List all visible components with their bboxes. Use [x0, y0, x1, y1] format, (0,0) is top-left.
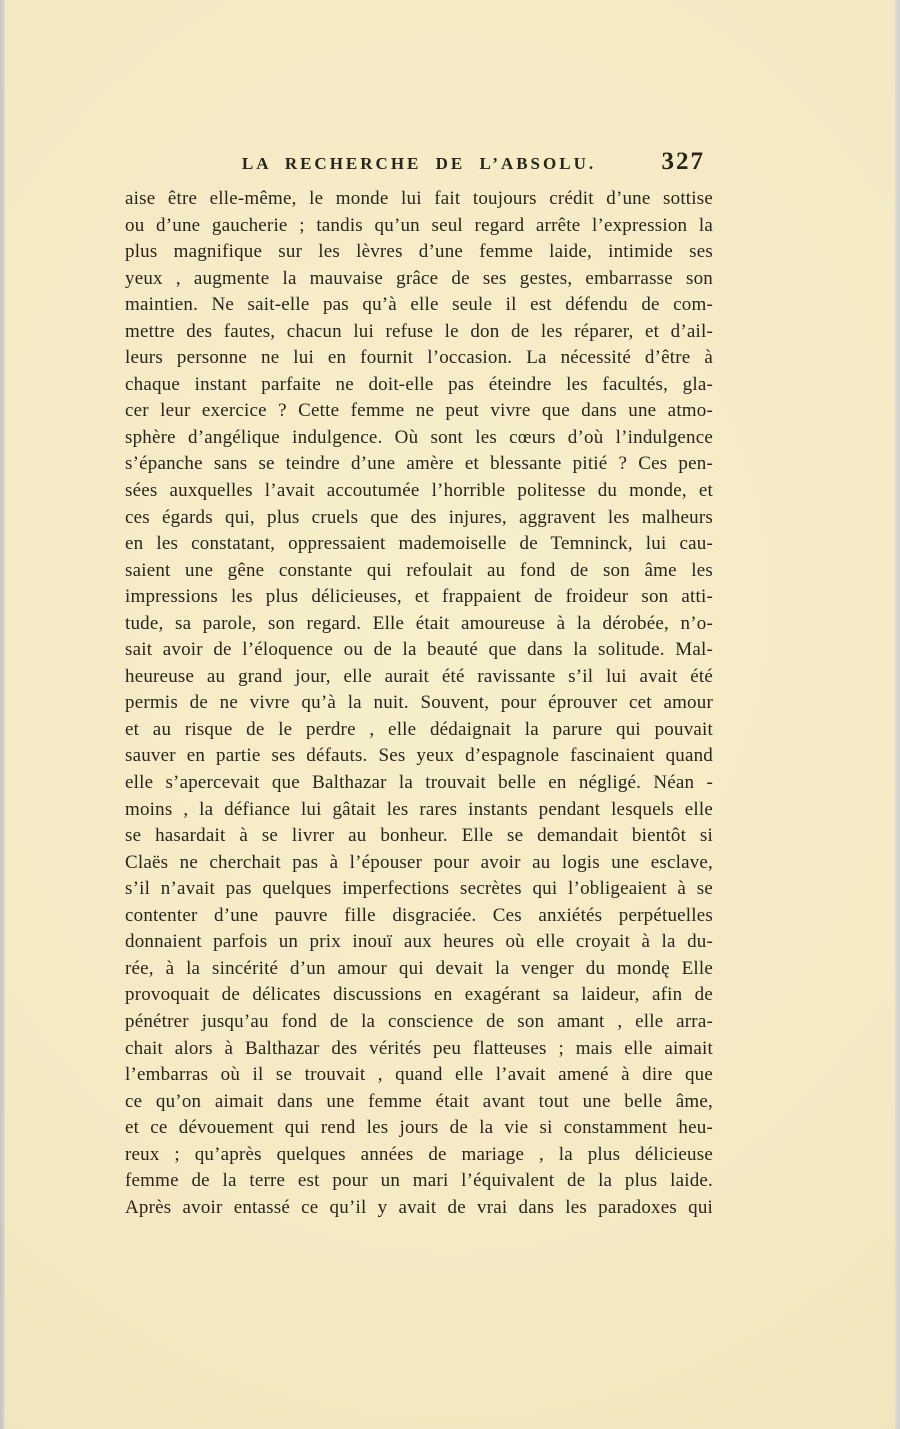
text-line: contenter d’une pauvre fille disgraciée. Ces anxiétés perpétuelles: [125, 904, 713, 926]
text-line: elle s’apercevait que Balthazar la trouvait belle en négligé. Néan -: [125, 772, 713, 794]
text-line: ce qu’on aimait dans une femme était avant tout une belle âme,: [125, 1090, 713, 1112]
text-line: et ce dévouement qui rend les jours de la vie si constamment heu-: [125, 1117, 713, 1139]
text-line: s’épanche sans se teindre d’une amère et blessante pitié ? Ces pen-: [125, 453, 713, 475]
text-line: donnaient parfois un prix inouï aux heures où elle croyait à la du-: [125, 931, 713, 953]
running-header-title: LA RECHERCHE DE L’ABSOLU.: [241, 154, 597, 173]
text-line: provoquait de délicates discussions en exagérant sa laideur, afin de: [125, 984, 713, 1006]
text-line: permis de ne vivre qu’à la nuit. Souvent, pour éprouver cet amour: [125, 692, 713, 714]
text-line: sées auxquelles l’avait accoutumée l’horrible politesse du monde, et: [125, 480, 713, 502]
text-line: en les constatant, oppressaient mademoiselle de Temninck, lui cau-: [125, 533, 713, 555]
text-line: sait avoir de l’éloquence ou de la beauté que dans la solitude. Mal-: [125, 639, 713, 661]
text-line: impressions les plus délicieuses, et frappaient de froideur son atti-: [125, 586, 713, 608]
running-header: [125, 148, 713, 177]
text-line: pénétrer jusqu’au fond de la conscience de son amant , elle arra-: [125, 1010, 713, 1032]
text-line: cer leur exercice ? Cette femme ne peut vivre que dans une atmo-: [125, 400, 713, 422]
text-line: s’il n’avait pas quelques imperfections secrètes qui l’obligeaient à se: [125, 878, 713, 900]
text-line: plus magnifique sur les lèvres d’une femme laide, intimide ses: [125, 241, 713, 263]
text-line: tude, sa parole, son regard. Elle était amoureuse à la dérobée, n’o-: [125, 612, 713, 634]
text-line: saient une gêne constante qui refoulait au fond de son âme les: [125, 559, 713, 581]
text-line: sauver en partie ses défauts. Ses yeux d’espagnole fascinaient quand: [125, 745, 713, 767]
text-line: yeux , augmente la mauvaise grâce de ses gestes, embarrasse son: [125, 267, 713, 289]
body-text-block: [125, 186, 713, 1221]
text-line: maintien. Ne sait-elle pas qu’à elle seule il est défendu de com-: [125, 294, 713, 316]
page-right-edge: [895, 0, 900, 1429]
page-left-edge: [0, 0, 5, 1429]
text-line: leurs personne ne lui en fournit l’occasion. La nécessité d’être à: [125, 347, 713, 369]
text-line: Claës ne cherchait pas à l’épouser pour avoir au logis une esclave,: [125, 851, 713, 873]
text-line: chaque instant parfaite ne doit-elle pas éteindre les facultés, gla-: [125, 373, 713, 395]
text-line: heureuse au grand jour, elle aurait été ravissante s’il lui avait été: [125, 665, 713, 687]
text-line: Après avoir entassé ce qu’il y avait de vrai dans les paradoxes qui: [125, 1196, 713, 1218]
text-line: l’embarras où il se trouvait , quand elle l’avait amené à dire que: [125, 1064, 713, 1086]
text-line: mettre des fautes, chacun lui refuse le don de les réparer, et d’ail-: [125, 320, 713, 342]
text-line: ou d’une gaucherie ; tandis qu’un seul regard arrête l’expression la: [125, 214, 713, 236]
text-line: rée, à la sincérité d’un amour qui devait la venger du mondę Elle: [125, 957, 713, 979]
text-line: se hasardait à se livrer au bonheur. Elle se demandait bientôt si: [125, 825, 713, 847]
text-line: sphère d’angélique indulgence. Où sont les cœurs d’où l’indulgence: [125, 426, 713, 448]
text-line: et au risque de le perdre , elle dédaignait la parure qui pouvait: [125, 718, 713, 740]
text-line: ces égards qui, plus cruels que des injures, aggravent les malheurs: [125, 506, 713, 528]
page-number: 327: [661, 148, 705, 175]
text-line: moins , la défiance lui gâtait les rares instants pendant lesquels elle: [125, 798, 713, 820]
text-line: aise être elle-même, le monde lui fait toujours crédit d’une sottise: [125, 188, 713, 209]
text-line: femme de la terre est pour un mari l’équivalent de la plus laide.: [125, 1170, 713, 1192]
text-line: reux ; qu’après quelques années de mariage , la plus délicieuse: [125, 1143, 713, 1165]
text-line: chait alors à Balthazar des vérités peu flatteuses ; mais elle aimait: [125, 1037, 713, 1059]
